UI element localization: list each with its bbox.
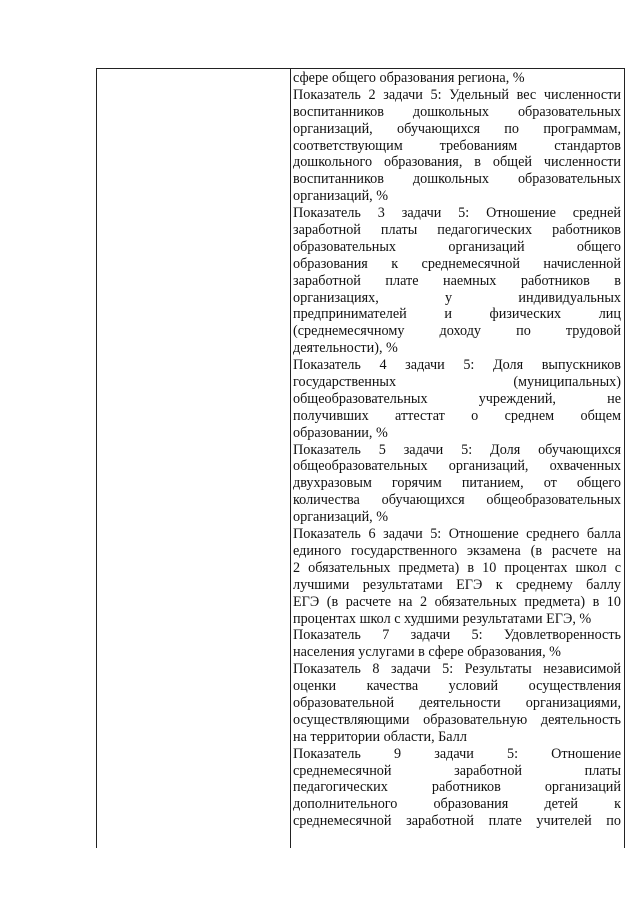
text-line: организациях, у индивидуальных: [293, 289, 621, 306]
text-line: Показатель 5 задачи 5: Доля обучающихся: [293, 441, 621, 458]
text-line: получивших аттестат о среднем общем: [293, 407, 621, 424]
text-line: педагогических работников организаций: [293, 779, 621, 796]
text-line: (среднемесячному доходу по трудовой: [293, 323, 621, 340]
text-line: количества обучающихся общеобразовательных: [293, 492, 621, 509]
text-line: Показатель 3 задачи 5: Отношение средней: [293, 205, 621, 222]
text-line: образовании, %: [293, 424, 388, 441]
text-line: двухразовым горячим питанием, от общего: [293, 475, 621, 492]
text-line: населения услугами в сфере образования, %: [293, 644, 561, 661]
text-line: организаций, %: [293, 188, 389, 205]
text-line: государственных (муниципальных): [293, 374, 621, 391]
text-line: заработной плате наемных работников в: [293, 272, 621, 289]
text-line: Показатель 6 задачи 5: Отношение среднего балла: [293, 526, 621, 543]
text-line: организаций, обучающихся по программам,: [293, 120, 621, 137]
text-line: единого государственного экзамена (в расчете на: [293, 542, 621, 559]
text-line: организаций, %: [293, 509, 389, 526]
text-line: Показатель 8 задачи 5: Результаты независимой: [293, 661, 621, 678]
text-line: дошкольного образования, в общей численности: [293, 154, 621, 171]
text-line: процентах школ с худшими результатами ЕГЭ, %: [293, 610, 592, 627]
text-line: 2 обязательных предмета) в 10 процентах школ с: [293, 559, 621, 576]
column-divider: [290, 68, 291, 848]
text-line: соответствующим требованиям стандартов: [293, 137, 621, 154]
text-line: сфере общего образования региона, %: [293, 70, 525, 86]
text-line: образовательной деятельности организациями,: [293, 694, 621, 711]
text-line: Показатель 9 задачи 5: Отношение: [293, 745, 621, 762]
text-line: лучшими результатами ЕГЭ к среднему баллу: [293, 576, 621, 593]
text-line: среднемесячной заработной плате учителей по: [293, 813, 621, 830]
text-line: ЕГЭ (в расчете на 2 обязательных предмета) в 10: [293, 593, 621, 610]
text-line: предпринимателей и физических лиц: [293, 306, 621, 323]
indicator-cell: [293, 70, 621, 830]
text-line: Показатель 4 задачи 5: Доля выпускников: [293, 357, 621, 374]
text-line: среднемесячной заработной платы: [293, 762, 621, 779]
text-line: на территории области, Балл: [293, 728, 467, 745]
text-line: общеобразовательных организаций, охваченных: [293, 458, 621, 475]
text-line: образования к среднемесячной начисленной: [293, 255, 621, 272]
text-line: оценки качества условий осуществления: [293, 678, 621, 695]
text-line: Показатель 7 задачи 5: Удовлетворенность: [293, 627, 621, 644]
text-line: образовательных организаций общего: [293, 238, 621, 255]
text-line: дополнительного образования детей к: [293, 796, 621, 813]
text-line: общеобразовательных учреждений, не: [293, 390, 621, 407]
text-line: Показатель 2 задачи 5: Удельный вес численности: [293, 86, 621, 103]
text-line: осуществляющими образовательную деятельность: [293, 711, 621, 728]
text-line: заработной платы педагогических работников: [293, 222, 621, 239]
text-line: воспитанников дошкольных образовательных: [293, 103, 621, 120]
text-line: воспитанников дошкольных образовательных: [293, 171, 621, 188]
text-line: деятельности), %: [293, 340, 398, 357]
